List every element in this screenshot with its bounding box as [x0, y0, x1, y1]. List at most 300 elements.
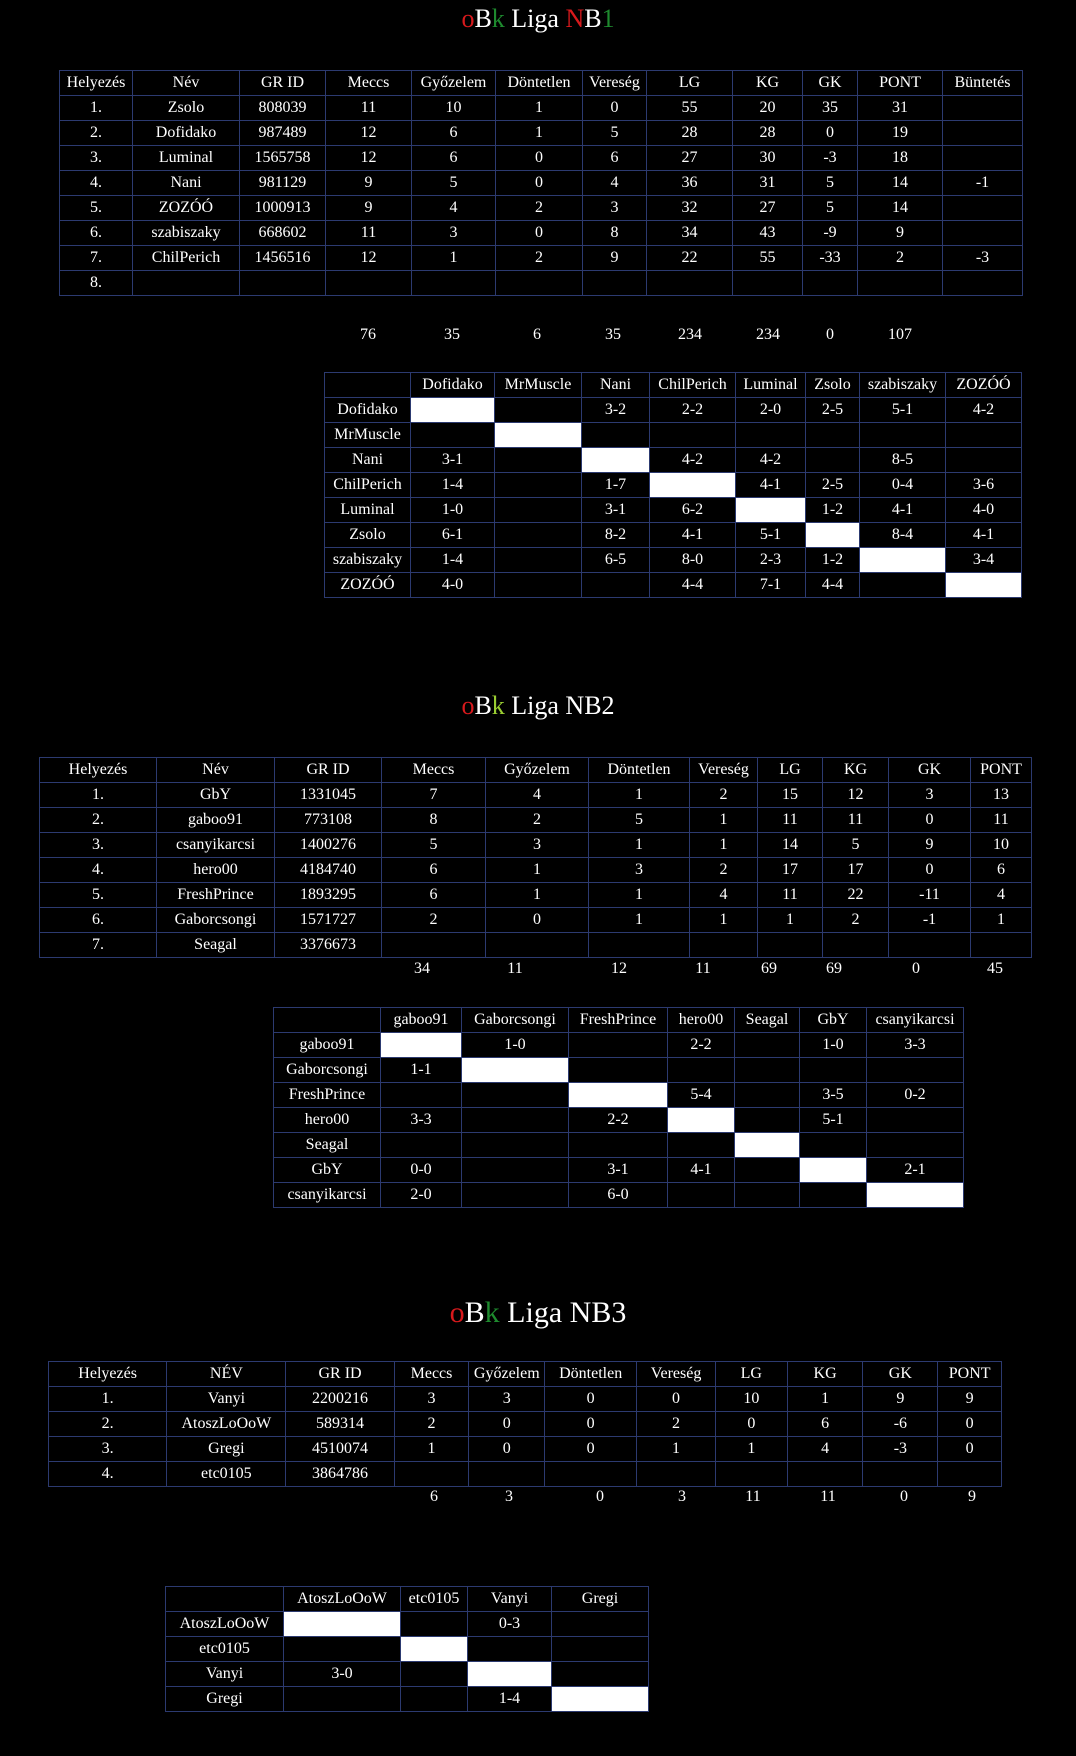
table-cell: 17 [823, 858, 889, 883]
table-cell: 0 [469, 1437, 545, 1462]
table-cell [938, 1462, 1002, 1487]
table-cell: 5. [60, 196, 133, 221]
table-cell: 3. [40, 833, 157, 858]
table-cell [469, 1462, 545, 1487]
table-cell: 8. [60, 271, 133, 296]
matrix-diagonal-cell [736, 498, 806, 523]
table-cell: 2 [496, 246, 583, 271]
table-cell: 0 [938, 1437, 1002, 1462]
table-cell: szabiszaky [133, 221, 240, 246]
table-row [40, 808, 1032, 833]
matrix-row [274, 1133, 964, 1158]
table-row [40, 783, 1032, 808]
column-header: Döntetlen [545, 1362, 637, 1387]
table-cell: 6 [787, 1412, 863, 1437]
match-result-cell [668, 1058, 735, 1083]
nb3-totals [0, 1488, 1076, 1512]
table-cell: 6 [412, 146, 496, 171]
match-result-cell [552, 1662, 649, 1687]
total-value: 107 [888, 326, 912, 343]
table-row [40, 858, 1032, 883]
table-cell: 3 [469, 1387, 545, 1412]
match-result-cell [800, 1133, 867, 1158]
matrix-row-header: Vanyi [166, 1662, 284, 1687]
matrix-row [166, 1687, 649, 1712]
table-cell [690, 933, 758, 958]
match-result-cell [735, 1033, 800, 1058]
match-result-cell: 2-3 [736, 548, 806, 573]
table-cell: 1 [637, 1437, 716, 1462]
match-result-cell: 3-1 [411, 448, 495, 473]
match-result-cell [800, 1058, 867, 1083]
table-cell: 773108 [275, 808, 382, 833]
table-cell: 1 [486, 883, 589, 908]
match-result-cell [668, 1133, 735, 1158]
table-cell: 6. [40, 908, 157, 933]
table-cell: 808039 [240, 96, 326, 121]
table-cell: 43 [733, 221, 803, 246]
matrix-column-header: Luminal [736, 373, 806, 398]
table-cell: 1 [715, 1437, 787, 1462]
table-cell [943, 96, 1023, 121]
total-value: 6 [430, 1488, 438, 1505]
table-cell: 668602 [240, 221, 326, 246]
table-cell: -33 [803, 246, 858, 271]
table-cell: 5 [412, 171, 496, 196]
matrix-row-header: hero00 [274, 1108, 381, 1133]
column-header: LG [715, 1362, 787, 1387]
column-header: GK [803, 71, 858, 96]
match-result-cell: 3-0 [284, 1662, 401, 1687]
matrix-diagonal-cell [668, 1108, 735, 1133]
match-result-cell: 4-1 [668, 1158, 735, 1183]
match-result-cell [569, 1058, 668, 1083]
table-cell: 10 [971, 833, 1032, 858]
matrix-row [325, 498, 1022, 523]
column-header: GK [863, 1362, 938, 1387]
match-result-cell: 2-5 [806, 398, 860, 423]
matrix-row [166, 1637, 649, 1662]
table-cell: 5 [803, 171, 858, 196]
table-cell: 0 [496, 171, 583, 196]
table-cell: 1 [589, 908, 690, 933]
column-header: PONT [971, 758, 1032, 783]
match-result-cell: 6-5 [582, 548, 650, 573]
table-cell: 3 [589, 858, 690, 883]
match-result-cell [462, 1083, 569, 1108]
table-cell: 0 [545, 1387, 637, 1412]
table-cell: 1 [690, 833, 758, 858]
match-result-cell: 4-0 [411, 573, 495, 598]
matrix-row [274, 1058, 964, 1083]
match-result-cell [411, 423, 495, 448]
table-cell: Nani [133, 171, 240, 196]
matrix-column-header: Nani [582, 373, 650, 398]
total-value: 35 [444, 326, 460, 343]
table-cell: 4. [40, 858, 157, 883]
table-cell: 2. [49, 1412, 167, 1437]
match-result-cell [495, 523, 582, 548]
column-header: GK [889, 758, 971, 783]
match-result-cell: 1-0 [462, 1033, 569, 1058]
table-cell: 7. [60, 246, 133, 271]
matrix-row [325, 448, 1022, 473]
table-cell: 1 [690, 908, 758, 933]
total-value: 35 [605, 326, 621, 343]
table-cell: 17 [758, 858, 823, 883]
table-cell [545, 1462, 637, 1487]
table-cell: 31 [733, 171, 803, 196]
match-result-cell: 4-1 [650, 523, 736, 548]
table-cell: 6 [382, 858, 486, 883]
table-cell: 4. [60, 171, 133, 196]
column-header: GR ID [286, 1362, 394, 1387]
table-cell: -3 [943, 246, 1023, 271]
table-cell: 12 [326, 146, 412, 171]
table-cell: -6 [863, 1412, 938, 1437]
column-header: GR ID [275, 758, 382, 783]
table-cell: 1 [690, 808, 758, 833]
column-header: Vereség [583, 71, 647, 96]
match-result-cell: 2-2 [569, 1108, 668, 1133]
match-result-cell: 5-1 [736, 523, 806, 548]
matrix-diagonal-cell [462, 1058, 569, 1083]
table-cell: 1 [758, 908, 823, 933]
total-value: 234 [678, 326, 702, 343]
match-result-cell: 6-2 [650, 498, 736, 523]
table-cell: Gregi [167, 1437, 286, 1462]
table-cell: 3 [412, 221, 496, 246]
table-cell: 10 [715, 1387, 787, 1412]
table-cell: etc0105 [167, 1462, 286, 1487]
table-cell: 1565758 [240, 146, 326, 171]
table-cell: 2. [40, 808, 157, 833]
table-cell: 0 [545, 1412, 637, 1437]
table-cell: 11 [823, 808, 889, 833]
column-header: GR ID [240, 71, 326, 96]
total-value: 12 [611, 960, 627, 977]
table-cell [823, 933, 889, 958]
match-result-cell: 7-1 [736, 573, 806, 598]
table-cell: 2 [690, 783, 758, 808]
match-result-cell: 2-2 [650, 398, 736, 423]
table-cell: 3376673 [275, 933, 382, 958]
column-header: LG [647, 71, 733, 96]
table-cell: 0 [889, 858, 971, 883]
table-cell [863, 1462, 938, 1487]
match-result-cell: 1-7 [582, 473, 650, 498]
match-result-cell [800, 1183, 867, 1208]
table-cell: 1571727 [275, 908, 382, 933]
match-result-cell: 1-4 [411, 473, 495, 498]
table-cell: -11 [889, 883, 971, 908]
table-cell: 1000913 [240, 196, 326, 221]
table-cell: 20 [733, 96, 803, 121]
table-cell: Luminal [133, 146, 240, 171]
match-result-cell [867, 1133, 964, 1158]
total-value: 11 [695, 960, 711, 977]
match-result-cell: 4-4 [650, 573, 736, 598]
match-result-cell [495, 548, 582, 573]
table-cell: 11 [758, 808, 823, 833]
table-row [40, 933, 1032, 958]
table-cell: 3 [394, 1387, 469, 1412]
total-value: 76 [360, 326, 376, 343]
table-cell: 987489 [240, 121, 326, 146]
table-cell: 11 [758, 883, 823, 908]
table-cell: -3 [863, 1437, 938, 1462]
table-cell: 22 [823, 883, 889, 908]
table-cell: 5 [382, 833, 486, 858]
table-cell [889, 933, 971, 958]
table-row [60, 246, 1023, 271]
column-header: Helyezés [40, 758, 157, 783]
table-cell: -9 [803, 221, 858, 246]
matrix-corner [274, 1008, 381, 1033]
table-cell: 5 [583, 121, 647, 146]
match-result-cell [569, 1033, 668, 1058]
matrix-row [274, 1183, 964, 1208]
table-cell: Seagal [157, 933, 275, 958]
table-cell: 3 [583, 196, 647, 221]
column-header: Meccs [394, 1362, 469, 1387]
matrix-row-header: Nani [325, 448, 411, 473]
table-cell: 1400276 [275, 833, 382, 858]
matrix-corner [166, 1587, 284, 1612]
table-cell [943, 121, 1023, 146]
table-cell: 28 [647, 121, 733, 146]
table-cell: 9 [858, 221, 943, 246]
table-cell: 55 [647, 96, 733, 121]
matrix-header-row [166, 1587, 649, 1612]
table-cell: 4 [787, 1437, 863, 1462]
table-cell: 1 [589, 883, 690, 908]
table-cell: 1 [486, 858, 589, 883]
total-value: 9 [968, 1488, 976, 1505]
table-row [40, 908, 1032, 933]
match-result-cell: 6-1 [411, 523, 495, 548]
table-cell [943, 221, 1023, 246]
matrix-column-header: Zsolo [806, 373, 860, 398]
table-cell: 0 [637, 1387, 716, 1412]
table-row [60, 221, 1023, 246]
table-cell [382, 933, 486, 958]
match-result-cell: 5-4 [668, 1083, 735, 1108]
column-header: KG [823, 758, 889, 783]
table-cell: 27 [647, 146, 733, 171]
match-result-cell: 8-2 [582, 523, 650, 548]
table-cell: 0 [469, 1412, 545, 1437]
table-cell: 2 [823, 908, 889, 933]
table-cell [787, 1462, 863, 1487]
matrix-row [274, 1158, 964, 1183]
table-cell: 0 [496, 221, 583, 246]
table-cell: 14 [758, 833, 823, 858]
table-cell: 2 [496, 196, 583, 221]
matrix-diagonal-cell [650, 473, 736, 498]
table-row [60, 196, 1023, 221]
total-value: 3 [505, 1488, 513, 1505]
matrix-column-header: etc0105 [401, 1587, 468, 1612]
match-result-cell [401, 1662, 468, 1687]
table-cell: 11 [326, 221, 412, 246]
column-header: Meccs [382, 758, 486, 783]
table-cell: 6 [412, 121, 496, 146]
match-result-cell: 1-0 [800, 1033, 867, 1058]
match-result-cell [495, 448, 582, 473]
match-result-cell [582, 573, 650, 598]
table-row [60, 96, 1023, 121]
table-cell: -1 [943, 171, 1023, 196]
match-result-cell: 3-4 [946, 548, 1022, 573]
matrix-row-header: ZOZÓÓ [325, 573, 411, 598]
total-value: 45 [987, 960, 1003, 977]
table-cell: 4 [583, 171, 647, 196]
table-cell: 6. [60, 221, 133, 246]
table-cell: 1 [589, 783, 690, 808]
table-cell: 7. [40, 933, 157, 958]
table-cell: 36 [647, 171, 733, 196]
table-cell [133, 271, 240, 296]
match-result-cell [582, 423, 650, 448]
table-cell: Gaborcsongi [157, 908, 275, 933]
table-cell: 18 [858, 146, 943, 171]
matrix-header-row [274, 1008, 964, 1033]
match-result-cell: 2-0 [381, 1183, 462, 1208]
table-row [49, 1387, 1002, 1412]
match-result-cell: 2-1 [867, 1158, 964, 1183]
table-cell: ZOZÓÓ [133, 196, 240, 221]
column-header: Büntetés [943, 71, 1023, 96]
table-cell: 11 [971, 808, 1032, 833]
table-cell: csanyikarcsi [157, 833, 275, 858]
table-row [60, 146, 1023, 171]
matrix-row-header: FreshPrince [274, 1083, 381, 1108]
table-cell: 9 [326, 196, 412, 221]
nb3-title: oBk Liga NB3 [449, 1296, 627, 1329]
table-cell: 8 [382, 808, 486, 833]
matrix-column-header: csanyikarcsi [867, 1008, 964, 1033]
matrix-diagonal-cell [495, 423, 582, 448]
total-value: 11 [820, 1488, 836, 1505]
table-cell: 4 [971, 883, 1032, 908]
table-cell: 0 [938, 1412, 1002, 1437]
matrix-column-header: GbY [800, 1008, 867, 1033]
table-cell: 2 [690, 858, 758, 883]
total-value: 6 [533, 326, 541, 343]
matrix-header-row [325, 373, 1022, 398]
matrix-column-header: MrMuscle [495, 373, 582, 398]
table-cell: 1 [787, 1387, 863, 1412]
table-cell: 1 [496, 121, 583, 146]
table-cell: 1 [394, 1437, 469, 1462]
table-cell [412, 271, 496, 296]
nb2-standings-table [39, 757, 1032, 958]
match-result-cell [806, 423, 860, 448]
table-cell: ChilPerich [133, 246, 240, 271]
column-header: Név [133, 71, 240, 96]
total-value: 69 [761, 960, 777, 977]
match-result-cell [462, 1158, 569, 1183]
match-result-cell [736, 423, 806, 448]
matrix-row-header: ChilPerich [325, 473, 411, 498]
matrix-row-header: Zsolo [325, 523, 411, 548]
match-result-cell: 2-5 [806, 473, 860, 498]
table-cell: 6 [583, 146, 647, 171]
match-result-cell [284, 1637, 401, 1662]
total-value: 234 [756, 326, 780, 343]
matrix-row [325, 398, 1022, 423]
matrix-corner [325, 373, 411, 398]
table-cell [943, 146, 1023, 171]
table-cell: 35 [803, 96, 858, 121]
table-cell [733, 271, 803, 296]
nb2-title: oBk Liga NB2 [461, 691, 615, 720]
column-header: Döntetlen [589, 758, 690, 783]
matrix-row [325, 523, 1022, 548]
nb1-totals [0, 326, 1076, 350]
table-cell: 0 [496, 146, 583, 171]
match-result-cell: 0-2 [867, 1083, 964, 1108]
match-result-cell [462, 1133, 569, 1158]
matrix-row [325, 423, 1022, 448]
match-result-cell: 1-4 [411, 548, 495, 573]
table-cell: 10 [412, 96, 496, 121]
match-result-cell [735, 1108, 800, 1133]
match-result-cell: 8-4 [860, 523, 946, 548]
matrix-column-header: Gaborcsongi [462, 1008, 569, 1033]
matrix-column-header: Gregi [552, 1587, 649, 1612]
table-cell: 32 [647, 196, 733, 221]
table-cell: hero00 [157, 858, 275, 883]
match-result-cell [735, 1058, 800, 1083]
match-result-cell: 3-1 [569, 1158, 668, 1183]
column-header: PONT [858, 71, 943, 96]
matrix-diagonal-cell [411, 398, 495, 423]
match-result-cell: 4-4 [806, 573, 860, 598]
matrix-diagonal-cell [806, 523, 860, 548]
table-cell: 2. [60, 121, 133, 146]
table-cell: 0 [545, 1437, 637, 1462]
table-row [60, 171, 1023, 196]
table-cell: Vanyi [167, 1387, 286, 1412]
matrix-row-header: Seagal [274, 1133, 381, 1158]
table-cell [637, 1462, 716, 1487]
table-cell: 3 [889, 783, 971, 808]
match-result-cell [495, 498, 582, 523]
match-result-cell: 4-2 [650, 448, 736, 473]
match-result-cell [668, 1183, 735, 1208]
total-value: 11 [507, 960, 523, 977]
table-cell: 1 [412, 246, 496, 271]
table-cell: 15 [758, 783, 823, 808]
table-cell: 3. [49, 1437, 167, 1462]
total-value: 34 [414, 960, 430, 977]
table-row [40, 833, 1032, 858]
column-header: Vereség [637, 1362, 716, 1387]
match-result-cell: 1-0 [411, 498, 495, 523]
matrix-row-header: AtoszLoOoW [166, 1612, 284, 1637]
table-cell: 9 [583, 246, 647, 271]
column-header: Helyezés [49, 1362, 167, 1387]
header-row [40, 758, 1032, 783]
table-cell [971, 933, 1032, 958]
match-result-cell: 1-4 [468, 1687, 552, 1712]
table-cell: 3864786 [286, 1462, 394, 1487]
table-cell: 13 [971, 783, 1032, 808]
table-cell: 4184740 [275, 858, 382, 883]
match-result-cell [867, 1058, 964, 1083]
